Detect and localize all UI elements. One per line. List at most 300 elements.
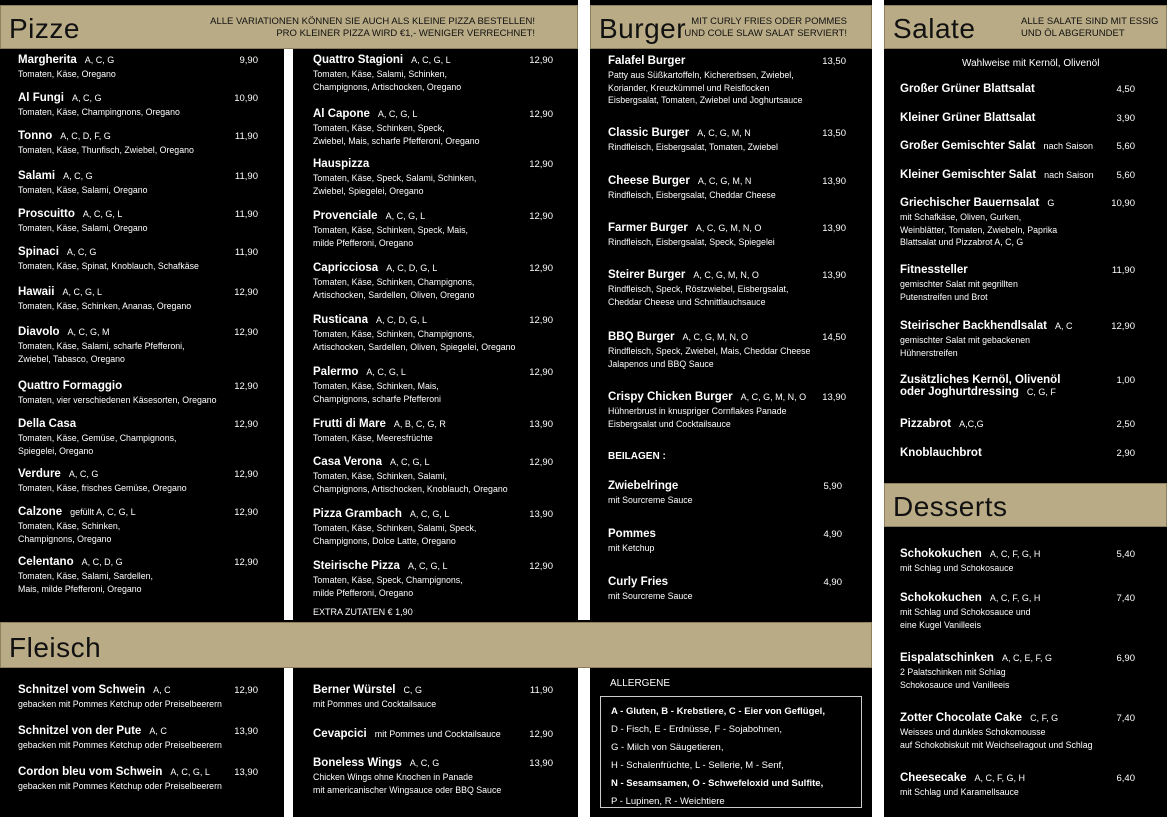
desserts-header (884, 483, 1167, 527)
item-name-text: Quattro Formaggio (18, 380, 123, 392)
item-allergen-codes: gefüllt A, C, G, L (70, 507, 136, 517)
item-name (608, 127, 846, 139)
item-price: 4,90 (823, 577, 842, 588)
item-name (608, 480, 842, 492)
item-name-text: Margherita (18, 54, 77, 66)
item-name-text: Kleiner Grüner Blattsalat (900, 112, 1036, 124)
item-price: 13,90 (234, 726, 258, 737)
item-name (900, 418, 1135, 430)
menu-item (608, 269, 846, 308)
item-name-text: Proscuitto (18, 208, 75, 220)
item-price: 13,90 (234, 767, 258, 778)
item-price: 12,90 (234, 419, 258, 430)
item-description: Tomaten, Käse, Schinken, Ananas, Oregano (18, 301, 192, 311)
item-description: Tomaten, Käse, Meeresfrüchte (313, 433, 433, 443)
menu-item (313, 262, 553, 301)
item-price: 11,90 (529, 685, 553, 696)
item-allergen-codes: A, C, G, L (82, 209, 123, 219)
item-name (18, 170, 258, 182)
menu-item (900, 320, 1135, 359)
item-allergen-codes: A, C, G, M, N (697, 176, 752, 186)
allergen-line: P - Lupinen, R - Weichtiere (611, 796, 725, 807)
item-name (900, 197, 1135, 209)
fleisch-header (0, 622, 872, 668)
item-allergen-codes: A, C, G, M, N, O (693, 270, 759, 280)
item-name (313, 560, 553, 572)
menu-item (18, 766, 258, 793)
item-price: 9,90 (239, 55, 258, 66)
item-allergen-codes: A, C, G, L (366, 367, 406, 377)
menu-item (900, 418, 1135, 430)
menu-item (313, 54, 553, 93)
menu-item (313, 456, 553, 495)
item-name (18, 380, 258, 392)
item-allergen-codes: A, C, D, F, G (60, 131, 111, 141)
item-name-text: Zwiebelringe (608, 480, 679, 492)
item-price: 12,90 (529, 457, 553, 468)
item-name (313, 108, 553, 120)
item-name (18, 246, 258, 258)
menu-item (608, 391, 846, 430)
pizze-right-list (313, 54, 553, 614)
item-description: Rindfleisch, Eisbergsalat, Cheddar Cheese (608, 190, 776, 200)
item-description: Weisses und dunkles Schokomousse auf Schokobiskuit mit Weichselragout und Schlag (900, 727, 1093, 750)
menu-item (900, 592, 1135, 631)
item-price: 12,90 (529, 55, 553, 66)
menu-item (608, 55, 846, 107)
menu-item (900, 447, 1135, 459)
item-allergen-codes: A, C, G (63, 171, 93, 181)
item-name (900, 772, 1135, 784)
item-allergen-codes: A, C, D, G, L (375, 315, 427, 325)
item-description: Tomaten, Käse, Salami, scharfe Pfefferoni, Zwiebel, Tabasco, Oregano (18, 341, 185, 364)
item-description: mit Sourcreme Sauce (608, 591, 693, 601)
item-description: Tomaten, Käse, Salami, Sardellen, Mais, milde Pfefferoni, Oregano (18, 571, 153, 594)
item-name (608, 222, 846, 234)
menu-item (900, 197, 1135, 249)
item-price: 12,90 (1111, 321, 1135, 332)
item-allergen-codes: A, C, F, G, H (974, 773, 1026, 783)
item-name (900, 320, 1135, 332)
menu-item (313, 418, 553, 445)
item-price: 7,40 (1116, 713, 1135, 724)
item-name (18, 54, 258, 66)
item-price: 12,90 (234, 381, 258, 392)
item-allergen-codes: A, C, G, M, N, O (682, 332, 748, 342)
allergen-line: N - Sesamsamen, O - Schwefeloxid und Sulfite, (611, 778, 824, 789)
menu-item (608, 222, 846, 249)
item-price: 5,40 (1116, 549, 1135, 560)
item-description: Tomaten, Käse, Speck, Champignons, milde Pfefferoni, Oregano (313, 575, 463, 598)
item-name (18, 286, 258, 298)
menu-item (900, 652, 1135, 691)
menu-item (608, 576, 842, 603)
item-name (313, 508, 553, 520)
salate-title: Salate (893, 13, 976, 44)
allergene-title: ALLERGENE (610, 678, 671, 689)
menu-item (18, 684, 258, 711)
item-price: 5,60 (1116, 141, 1135, 152)
item-price: 2,50 (1116, 419, 1135, 430)
menu-item (18, 380, 258, 407)
item-allergen-codes: nach Saison (1044, 170, 1094, 180)
item-allergen-codes: A, C, G (84, 55, 115, 65)
item-price: 12,90 (529, 729, 553, 740)
item-name-text: Rusticana (313, 314, 368, 326)
item-name (18, 418, 258, 430)
item-price: 5,60 (1116, 170, 1135, 181)
item-allergen-codes: A, C, E, F, G (1001, 653, 1052, 663)
item-name (608, 269, 846, 281)
item-name (313, 684, 553, 696)
item-price: 13,90 (529, 758, 553, 769)
item-description: Tomaten, Käse, Salami, Schinken, Champignons, Artischocken, Oregano (313, 69, 462, 92)
item-allergen-codes: A,C,G (959, 419, 984, 429)
item-allergen-codes: G (1047, 198, 1055, 208)
item-name (608, 55, 846, 67)
item-allergen-codes: A, C, G, M, N, O (695, 223, 762, 233)
menu-item (900, 772, 1135, 799)
allergen-line: A - Gluten, B - Krebstiere, C - Eier von Geflügel, (611, 706, 825, 717)
item-name-text: Diavolo (18, 326, 60, 338)
item-allergen-codes: C, G (403, 685, 422, 695)
menu-item (608, 175, 846, 202)
item-name-text: Steirische Pizza (313, 560, 400, 572)
divider (284, 668, 293, 817)
divider (578, 668, 590, 817)
item-name-text: Schokokuchen (900, 548, 982, 560)
item-description: mit Ketchup (608, 543, 655, 553)
item-description: Tomaten, Käse, Schinken, Champignons, Oregano (18, 521, 121, 544)
burger-header (590, 5, 872, 49)
item-name (313, 262, 553, 274)
item-name (900, 652, 1135, 664)
menu-item (313, 210, 553, 249)
item-name (900, 712, 1135, 724)
item-description: Tomaten, Käse, Schinken, Salami, Champignons, Artischocken, Knoblauch, Oregano (313, 471, 508, 494)
item-name (608, 331, 846, 343)
menu-item (608, 127, 846, 154)
item-description: Rindfleisch, Speck, Röstzwiebel, Eisbergsalat, Cheddar Cheese und Schnittlauchsauce (608, 284, 789, 307)
menu-item (313, 314, 553, 353)
item-allergen-codes: A, C, G, L (411, 55, 451, 65)
item-price: 13,90 (529, 509, 553, 520)
item-allergen-codes: A, C, D, G (81, 557, 123, 567)
menu-item (313, 508, 553, 547)
item-name (18, 556, 258, 568)
item-name-text: Fitnessteller (900, 264, 968, 276)
item-allergen-codes: A, C (1055, 321, 1073, 331)
item-name (313, 456, 553, 468)
item-description: Rindfleisch, Speck, Zwiebel, Mais, Cheddar Cheese Jalapenos und BBQ Sauce (608, 346, 811, 369)
item-name (18, 130, 258, 142)
menu-item (608, 480, 842, 507)
item-name-text: Steirischer Backhendlsalat (900, 320, 1048, 332)
item-price: 4,50 (1116, 84, 1135, 95)
item-name-text: Al Fungi (18, 92, 64, 104)
item-name-text: Quattro Stagioni (313, 54, 404, 66)
item-price: 12,90 (529, 211, 553, 222)
menu-item (900, 548, 1135, 575)
item-price: 13,90 (822, 223, 846, 234)
item-allergen-codes: A, C (149, 726, 167, 736)
item-price: 3,90 (1116, 113, 1135, 124)
item-name (18, 468, 258, 480)
item-allergen-codes: A, C, G (68, 469, 99, 479)
item-description: mit Schlag und Schokosauce (900, 563, 1014, 573)
item-description: Tomaten, Käse, Schinken, Champignons, Artischocken, Sardellen, Oliven, Spiegelei, Oregano (313, 329, 516, 352)
item-name-text: Al Capone (313, 108, 370, 120)
menu-item (313, 158, 553, 197)
item-name (18, 684, 258, 696)
item-name-text: Cevapcici (313, 728, 367, 740)
menu-item (18, 506, 258, 545)
menu-item (18, 92, 258, 119)
item-name-text: Eispalatschinken (900, 652, 994, 664)
menu-item (18, 418, 258, 457)
item-name-text: Knoblauchbrot (900, 447, 982, 459)
allergen-line: G - Milch von Säugetieren, (611, 742, 724, 753)
item-allergen-codes: C, F, G (1030, 713, 1059, 723)
item-name (313, 728, 553, 740)
menu-item (18, 725, 258, 752)
item-allergen-codes: nach Saison (1043, 141, 1094, 151)
item-allergen-codes: A, C, F, G, H (989, 593, 1041, 603)
item-name (313, 54, 553, 66)
divider (284, 48, 293, 620)
item-description: 2 Palatschinken mit Schlag Schokosauce und Vanilleeis (900, 667, 1010, 690)
fleisch-title: Fleisch (9, 632, 102, 663)
item-description: Rindfleisch, Eisbergsalat, Speck, Spiegelei (608, 237, 775, 247)
item-allergen-codes: A, C, G, M, N, O (740, 392, 807, 402)
item-allergen-codes: A, C, G, L (409, 509, 450, 519)
item-name (900, 374, 1135, 398)
item-name-text: Classic Burger (608, 127, 690, 139)
item-description: mit Sourcreme Sauce (608, 495, 693, 505)
menu-item (18, 286, 258, 313)
item-name (313, 366, 553, 378)
item-name-text: Großer Gemischter Salat (900, 140, 1036, 152)
menu-item (313, 684, 553, 711)
beilagen-list (608, 480, 842, 615)
item-name-text: Großer Grüner Blattsalat (900, 83, 1035, 95)
menu-item (900, 712, 1135, 751)
item-allergen-codes: A, C, G, M, N (697, 128, 751, 138)
item-price: 13,50 (822, 56, 846, 67)
menu-item (313, 728, 553, 740)
fleisch-left-list (18, 684, 258, 809)
item-description: gebacken mit Pommes Ketchup oder Preiselbeerern (18, 740, 222, 750)
item-allergen-codes: A, C, G (66, 247, 97, 257)
item-description: Tomaten, Käse, frisches Gemüse, Oregano (18, 483, 187, 493)
item-description: Tomaten, Käse, Champingnons, Oregano (18, 107, 180, 117)
item-name (900, 548, 1135, 560)
menu-item (18, 208, 258, 235)
item-name-text: Tonno (18, 130, 53, 142)
menu-item (900, 83, 1135, 95)
item-description: mit Schlag und Schokosauce und eine Kugel Vanilleeis (900, 607, 1031, 630)
salate-subtitle: Wahlweise mit Kernöl, Olivenöl (962, 58, 1100, 69)
item-name-text: Hawaii (18, 286, 55, 298)
item-price: 12,90 (234, 557, 258, 568)
menu-item (900, 140, 1135, 152)
menu-item (313, 108, 553, 147)
item-allergen-codes: A, C, G, L (385, 211, 426, 221)
item-price: 12,90 (234, 287, 258, 298)
item-price: 12,90 (529, 315, 553, 326)
item-name (900, 140, 1135, 152)
item-name (313, 757, 553, 769)
item-name-text: Schnitzel vom Schwein (18, 684, 146, 696)
item-allergen-codes: A, C (153, 685, 171, 695)
item-name (900, 447, 1135, 459)
item-price: 12,90 (529, 159, 553, 170)
menu-item (313, 560, 553, 599)
item-name-text: Berner Würstel (313, 684, 396, 696)
item-name-text: Palermo (313, 366, 359, 378)
item-name-text: Spinaci (18, 246, 59, 258)
item-name-text: Hauspizza (313, 158, 370, 170)
allergene-box (600, 696, 862, 808)
item-name-text: Pommes (608, 528, 656, 540)
item-description: gemischter Salat mit gebackenen Hühnerstreifen (900, 335, 1031, 358)
item-name (900, 264, 1135, 276)
item-name (900, 592, 1135, 604)
item-description: Tomaten, Käse, Oregano (18, 69, 116, 79)
item-description: Tomaten, Käse, Schinken, Champignons, Artischocken, Sardellen, Oliven, Oregano (313, 277, 475, 300)
item-price: 12,90 (529, 263, 553, 274)
burger-note: MIT CURLY FRIES ODER POMMES UND COLE SLAW SALAT SERVIERT! (684, 16, 847, 39)
item-description: Tomaten, Käse, Salami, Oregano (18, 223, 148, 233)
item-description: Tomaten, Käse, Speck, Salami, Schinken, Zwiebel, Spiegelei, Oregano (313, 173, 477, 196)
item-price: 12,90 (529, 367, 553, 378)
menu-item (18, 326, 258, 365)
menu-item (18, 468, 258, 495)
item-allergen-codes: A, C, G, L (377, 109, 418, 119)
item-name (900, 112, 1135, 124)
item-price: 11,90 (1111, 265, 1135, 276)
item-price: 12,90 (234, 469, 258, 480)
item-description: Hühnerbrust in knuspriger Cornflakes Panade Eisbergsalat und Cocktailsauce (608, 406, 787, 429)
item-description: Tomaten, Käse, Gemüse, Champignons, Spiegelei, Oregano (18, 433, 177, 456)
item-allergen-codes: C, G, F (1026, 387, 1056, 397)
item-price: 12,90 (234, 327, 258, 338)
item-description: mit Schafkäse, Oliven, Gurken, Weinblätter, Tomaten, Zwiebeln, Paprika Blattsalat und Pizzabrot A, C, G (900, 212, 1058, 247)
item-price: 4,90 (823, 529, 842, 540)
item-name (313, 314, 553, 326)
item-description: mit Schlag und Karamellsauce (900, 787, 1019, 797)
item-price: 12,90 (529, 109, 553, 120)
item-description: Rindfleisch, Eisbergsalat, Tomaten, Zwiebel (608, 142, 778, 152)
salate-header (884, 5, 1167, 49)
item-name-text: Griechischer Bauernsalat (900, 197, 1040, 209)
item-allergen-codes: A, B, C, G, R (393, 419, 446, 429)
item-price: 10,90 (234, 93, 258, 104)
item-name-text: Casa Verona (313, 456, 383, 468)
item-description: Tomaten, Käse, Schinken, Speck, Zwiebel, Mais, scharfe Pfefferoni, Oregano (313, 123, 480, 146)
item-name-text: Falafel Burger (608, 55, 686, 67)
menu-item (900, 169, 1135, 181)
item-name-text: Schnitzel von der Pute (18, 725, 142, 737)
item-description: gebacken mit Pommes Ketchup oder Preiselbeerern (18, 699, 222, 709)
item-price: 11,90 (234, 209, 258, 220)
pizze-note: ALLE VARIATIONEN KÖNNEN SIE AUCH ALS KLEINE PIZZA BESTELLEN! PRO KLEINER PIZZA WIRD €1,- WENIGER VERRECHNET! (210, 16, 535, 39)
item-name (313, 158, 553, 170)
item-name-text: Curly Fries (608, 576, 669, 588)
item-name (18, 766, 258, 778)
item-price: 12,90 (234, 507, 258, 518)
item-description: Tomaten, vier verschiedenen Käsesorten, Oregano (18, 395, 217, 405)
item-description: Tomaten, Käse, Spinat, Knoblauch, Schafkäse (18, 261, 199, 271)
item-allergen-codes: A, C, D, G, L (386, 263, 438, 273)
item-name-text: BBQ Burger (608, 331, 675, 343)
menu-item (900, 374, 1135, 398)
menu-item (18, 556, 258, 595)
item-name (18, 725, 258, 737)
item-name (18, 326, 258, 338)
item-price: 11,90 (234, 131, 258, 142)
menu-item (18, 54, 258, 81)
item-price: 13,90 (822, 176, 846, 187)
item-allergen-codes: A, C, G, M (67, 327, 110, 337)
item-description: mit Pommes und Cocktailsauce (313, 699, 437, 709)
item-name (313, 210, 553, 222)
item-allergen-codes: A, C, G, L (407, 561, 448, 571)
item-name (608, 576, 842, 588)
item-price: 11,90 (234, 171, 258, 182)
menu-item (18, 130, 258, 157)
menu-item (313, 366, 553, 405)
item-name (608, 391, 846, 403)
salate-list (900, 83, 1135, 478)
item-price: 5,90 (823, 481, 842, 492)
item-description: Tomaten, Käse, Salami, Oregano (18, 185, 148, 195)
pizze-left-list (18, 54, 258, 614)
item-name (313, 418, 553, 430)
item-name-text: Schokokuchen (900, 592, 982, 604)
item-allergen-codes: A, C, G, L (170, 767, 210, 777)
item-name-text: Capricciosa (313, 262, 379, 274)
item-description: gebacken mit Pommes Ketchup oder Preiselbeerern (18, 781, 222, 791)
item-allergen-codes: mit Pommes und Cocktailsauce (374, 729, 501, 739)
item-name-text: Cheesecake (900, 772, 967, 784)
menu-item (608, 331, 846, 370)
pizze-extra: EXTRA ZUTATEN € 1,90 (313, 607, 413, 617)
item-allergen-codes: A, C, F, G, H (989, 549, 1041, 559)
item-name-text: Zotter Chocolate Cake (900, 712, 1023, 724)
item-price: 7,40 (1116, 593, 1135, 604)
item-description: Chicken Wings ohne Knochen in Panade mit americanischer Wingsauce oder BBQ Sauce (313, 772, 502, 795)
menu-item (313, 757, 553, 796)
item-name-text: Frutti di Mare (313, 418, 386, 430)
item-price: 12,90 (234, 685, 258, 696)
fleisch-right-list (313, 684, 553, 809)
item-price: 2,90 (1116, 448, 1135, 459)
item-name (18, 208, 258, 220)
item-description: Tomaten, Käse, Schinken, Salami, Speck, Champignons, Dolce Latte, Oregano (313, 523, 477, 546)
desserts-title: Desserts (893, 491, 1008, 522)
item-name-text: Provenciale (313, 210, 378, 222)
item-name (18, 506, 258, 518)
item-name (900, 83, 1135, 95)
item-name (900, 169, 1135, 181)
item-name-text: Verdure (18, 468, 61, 480)
pizze-header (0, 5, 578, 49)
item-name-text: Boneless Wings (313, 757, 402, 769)
menu-item (900, 264, 1135, 303)
item-name-text: Cordon bleu vom Schwein (18, 766, 163, 778)
item-price: 14,50 (822, 332, 846, 343)
